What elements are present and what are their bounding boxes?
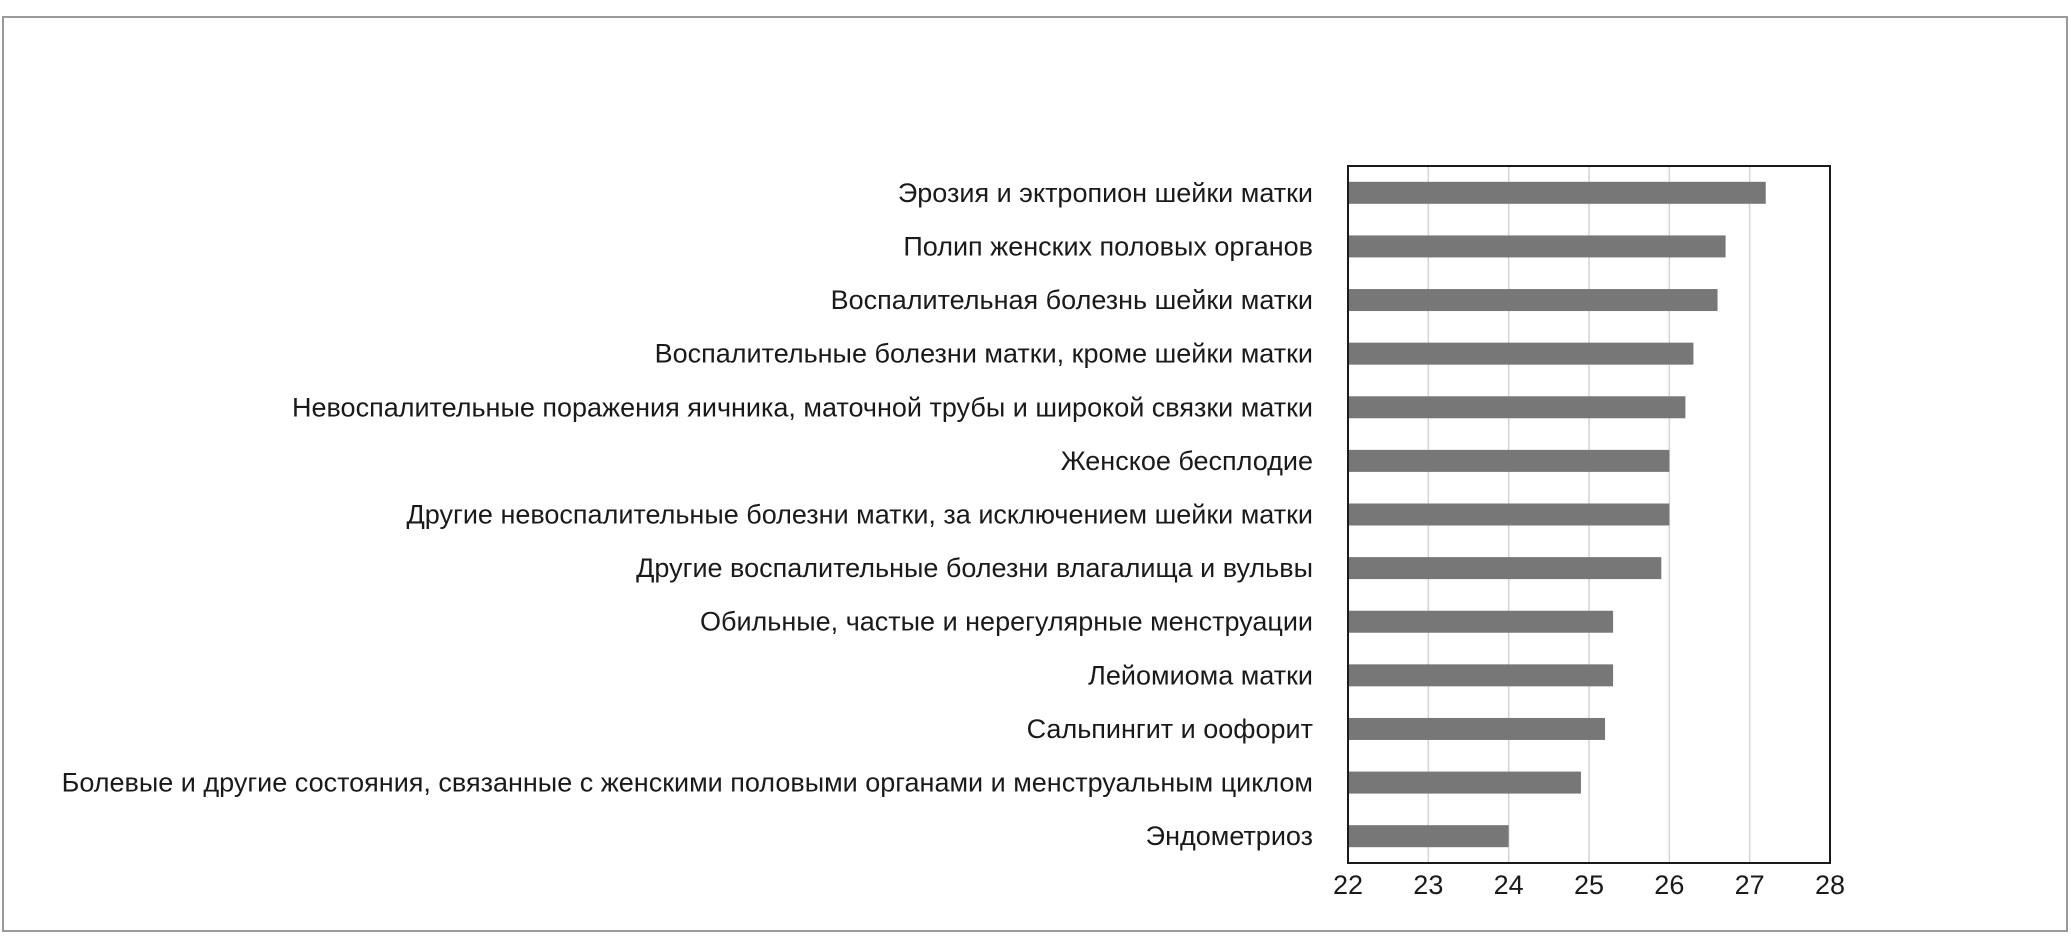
- x-tick-label: 22: [1332, 870, 1364, 900]
- bar: [1348, 825, 1509, 847]
- category-label: Болевые и другие состояния, связанные с женскими половыми органами и менструальным циклом: [61, 767, 1313, 798]
- bar: [1348, 235, 1726, 257]
- bar: [1348, 396, 1685, 418]
- x-tick-label: 27: [1734, 870, 1765, 900]
- category-label: Обильные, частые и нерегулярные менструации: [699, 606, 1313, 637]
- category-label: Другие воспалительные болезни влагалища и вульвы: [636, 553, 1313, 584]
- category-label: Эндометриоз: [1145, 821, 1313, 852]
- bar: [1348, 504, 1669, 526]
- x-tick-label: 23: [1413, 870, 1444, 900]
- x-axis-tick-labels: [1333, 870, 1845, 900]
- x-tick-label: 24: [1493, 870, 1524, 900]
- category-label: Сальпингит и оофорит: [1026, 713, 1313, 744]
- x-tick-label: 26: [1654, 870, 1685, 900]
- bar: [1348, 557, 1661, 579]
- bar: [1348, 289, 1718, 311]
- bar: [1348, 450, 1669, 472]
- category-label: Другие невоспалительные болезни матки, за исключением шейки матки: [406, 499, 1313, 530]
- bar: [1348, 718, 1605, 740]
- bar: [1348, 772, 1581, 794]
- category-labels: [62, 178, 1313, 851]
- category-label: Лейомиома матки: [1088, 660, 1313, 691]
- bar: [1348, 664, 1613, 686]
- bar: [1348, 611, 1613, 633]
- category-label: Воспалительная болезнь шейки матки: [830, 285, 1313, 316]
- category-label: Эрозия и эктропион шейки матки: [897, 177, 1313, 208]
- bar: [1348, 182, 1766, 204]
- category-label: Женское бесплодие: [1060, 445, 1313, 476]
- category-label: Невоспалительные поражения яичника, маточной трубы и широкой связки матки: [292, 392, 1313, 423]
- bars: [1348, 182, 1766, 847]
- category-label: Воспалительные болезни матки, кроме шейки матки: [654, 338, 1313, 369]
- bar: [1348, 343, 1693, 365]
- x-tick-label: 28: [1814, 870, 1846, 900]
- x-tick-label: 25: [1573, 870, 1605, 900]
- category-label: Полип женских половых органов: [903, 231, 1313, 262]
